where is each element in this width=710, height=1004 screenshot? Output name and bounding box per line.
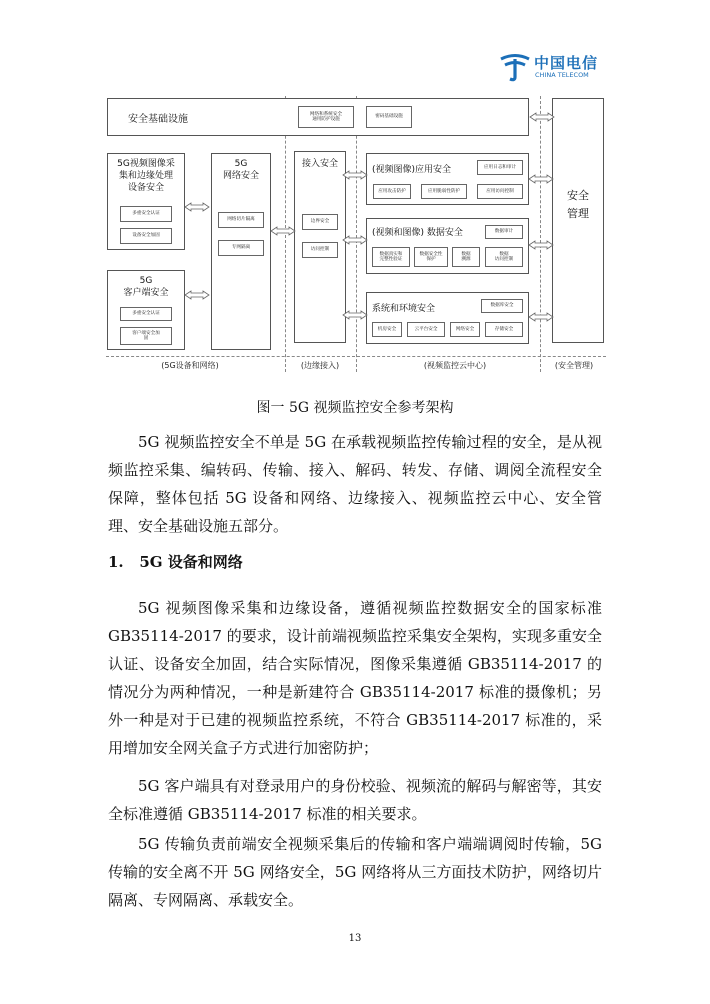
data-protection-box: 数据安全性 保护 — [414, 247, 448, 267]
arrow-icon — [529, 241, 553, 249]
arrow-icon — [343, 236, 367, 244]
page-number: 13 — [348, 933, 362, 944]
logo-brand-en: CHINA TELECOM — [535, 71, 589, 79]
arrow-icon — [271, 227, 295, 235]
data-security-title: (视频和图像) 数据安全 — [372, 228, 463, 238]
database-security-box: 数据库安全 — [481, 299, 523, 313]
paragraph: 5G 视频监控安全不单是 5G 在承载视频监控传输过程的安全，是从视频监控采集、编转码、传输、接入、解码、转发、存储、调阅全流程安全保障，整体包括 5G 设备和网络、边缘接入、视频监控云中心、安全管理、安全基础设施五部分。 — [108, 433, 602, 535]
data-access-control-box: 数据 访问控制 — [485, 247, 523, 267]
app-access-control-box: 应用访问控制 — [477, 184, 523, 199]
label-5g-devices: (5G设备和网络) — [161, 361, 219, 370]
app-vuln-protection-box: 应用脆弱性防护 — [421, 184, 467, 199]
label-cloud-center: (视频监控云中心) — [423, 361, 487, 370]
datacenter-security-box: 机房安全 — [372, 322, 402, 337]
access-security-title: 接入安全 — [301, 159, 338, 169]
network-security-title: 5G 网络安全 — [222, 159, 259, 181]
device-security-title: 5G视频图像采 集和边缘处理 设备安全 — [117, 159, 175, 193]
arrow-icon — [185, 203, 209, 211]
architecture-diagram — [0, 0, 710, 380]
device-auth-box: 多重安全认证 — [120, 206, 172, 222]
data-integrity-box: 数据真实和 完整性验证 — [372, 247, 410, 267]
diagram-arrows — [0, 0, 710, 380]
data-audit-box: 数据审计 — [485, 225, 523, 239]
arrow-icon — [185, 291, 209, 299]
device-hardening-box: 设备安全加固 — [120, 228, 172, 244]
boundary-security-box: 边界安全 — [302, 214, 338, 230]
system-security-title: 系统和环境安全 — [372, 304, 436, 314]
arrow-icon — [530, 113, 554, 121]
private-network-box: 专网隔离 — [218, 240, 264, 256]
app-security-title: (视频图像)应用安全 — [372, 165, 452, 175]
network-system-protection-box: 网络和系统安全 通用防护设施 — [298, 106, 354, 128]
arrow-icon — [529, 313, 553, 321]
label-edge-access: (边缘接入) — [300, 361, 340, 370]
arrow-icon — [343, 171, 367, 179]
label-security-mgmt: (安全管理) — [554, 361, 594, 370]
arrow-icon — [529, 175, 553, 183]
client-hardening-box: 客户端安全加 固 — [120, 327, 172, 345]
crypto-infrastructure-box: 密码基础设施 — [366, 106, 412, 128]
data-tracing-box: 数据 溯源 — [452, 247, 480, 267]
figure-caption: 图一 5G 视频监控安全参考架构 — [256, 400, 454, 416]
security-infrastructure-label: 安全基础设施 — [128, 114, 188, 125]
logo-brand-cn: 中国电信 — [534, 54, 599, 72]
network-security-item-box: 网络安全 — [450, 322, 480, 337]
app-log-audit-box: 应用日志和审计 — [477, 160, 523, 175]
access-control-box: 访问控制 — [302, 242, 338, 258]
client-security-title: 5G 客户端安全 — [123, 276, 169, 298]
storage-security-box: 存储安全 — [485, 322, 523, 337]
client-auth-box: 多重安全认证 — [120, 307, 172, 321]
section-heading: 1. 5G 设备和网络 — [108, 553, 243, 571]
arrow-icon — [343, 311, 367, 319]
app-attack-protection-box: 应用攻击防护 — [373, 184, 411, 199]
cloud-platform-security-box: 云平台安全 — [407, 322, 445, 337]
security-management-label: 安全 管理 — [567, 189, 589, 220]
slice-isolation-box: 网络切片隔离 — [218, 212, 264, 228]
paragraph: 5G 视频图像采集和边缘设备，遵循视频监控数据安全的国家标准GB35114-2017 的要求，设计前端视频监控采集安全架构，实现多重安全认证、设备安全加固，结合实际情况，图像采集遵循 GB35114-2017 的情况分为两种情况，一种是新建符合 GB35114-2017 标准的摄像机；另外一种是对于已建的视频监控系统，不符合 GB35114-2017 标准的，采用增加安全网关盒子方式进行加密防护； — [108, 599, 602, 757]
paragraph: 5G 客户端具有对登录用户的身份校验、视频流的解码与解密等，其安全标准遵循 GB35114-2017 标准的相关要求。 — [108, 777, 602, 823]
paragraph: 5G 传输负责前端安全视频采集后的传输和客户端端调阅时传输，5G 传输的安全离不开 5G 网络安全，5G 网络将从三方面技术防护，网络切片隔离、专网隔离、承载安全。 — [108, 835, 602, 909]
